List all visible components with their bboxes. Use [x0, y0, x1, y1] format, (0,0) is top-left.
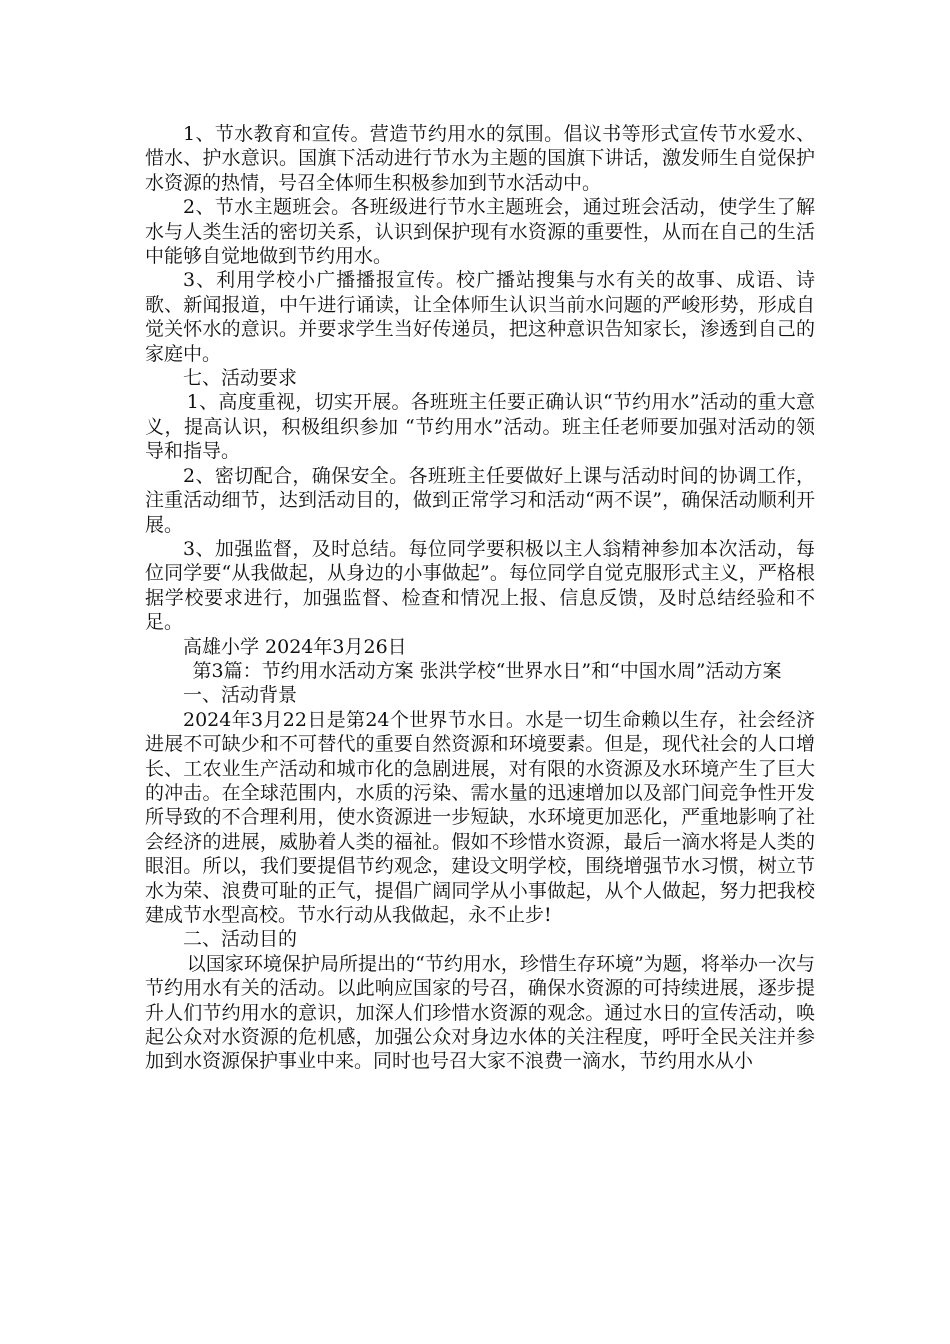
paragraph-broadcast: 3、利用学校小广播播报宣传。校广播站搜集与水有关的故事、成语、诗歌、新闻报道，中午进行诵读，让全体师生认识当前水问题的严峻形势，形成自觉关怀水的意识。并要求学生当好传递员，把这种意识告知家长，渗透到自己的家庭中。 — [145, 269, 815, 365]
signature-date: 高雄小学 2024年3月26日 — [183, 635, 407, 658]
paragraph-publicity: 1、节水教育和宣传。营造节约用水的氛围。倡议书等形式宣传节水爱水、惜水、护水意识。国旗下活动进行节水为主题的国旗下讲话，激发师生自觉保护水资源的热情，号召全体师生积极参加到节水活动中。 — [145, 123, 815, 194]
paragraph-requirement-1: 1、高度重视，切实开展。各班班主任要正确认识“节约用水”活动的重大意义，提高认识，积极组织参加 “节约用水”活动。班主任老师要加强对活动的领导和指导。 — [145, 391, 815, 463]
section-heading-requirements: 七、活动要求 — [183, 367, 298, 390]
section-heading-purpose: 二、活动目的 — [183, 928, 298, 951]
paragraph-class-meeting: 2、节水主题班会。各班级进行节水主题班会，通过班会活动，使学生了解水与人类生活的密切关系，认识到保护现有水资源的重要性，从而在自己的生活中能够自觉地做到节约用水。 — [145, 196, 815, 268]
paragraph-purpose: 以国家环境保护局所提出的“节约用水，珍惜生存环境”为题，将举办一次与节约用水有关的活动。以此响应国家的号召，确保水资源的可持续进展，逐步提升人们节约用水的意识，加深人们珍惜水资源的观念。通过水日的宣传活动，唤起公众对水资源的危机感，加强公众对身边水体的关注程度，呼吁全民关注并参加到水资源保护事业中来。同时也号召大家不浪费一滴水，节约用水从小 — [145, 952, 815, 1073]
article-title: 第3篇：节约用水活动方案 张洪学校“世界水日”和“中国水周”活动方案 — [192, 659, 782, 682]
paragraph-requirement-3: 3、加强监督，及时总结。每位同学要积极以主人翁精神参加本次活动，每位同学要“从我做起，从身边的小事做起”。每位同学自觉克服形式主义，严格根据学校要求进行，加强监督、检查和情况上报、信息反馈，及时总结经验和不足。 — [145, 537, 815, 634]
paragraph-background: 2024年3月22日是第24个世界节水日。水是一切生命赖以生存，社会经济进展不可缺少和不可替代的重要自然资源和环境要素。但是，现代社会的人口增长、工农业生产活动和城市化的急剧进展，对有限的水资源及水环境产生了巨大的冲击。在全球范围内，水质的污染、需水量的迅速增加以及部门间竞争性开发所导致的不合理利用，使水资源进一步短缺，水环境更加恶化，严重地影响了社会经济的进展，威胁着人类的福祉。假如不珍惜水资源，最后一滴水将是人类的眼泪。所以，我们要提倡节约观念，建设文明学校，围绕增强节水习惯，树立节水为荣、浪费可耻的正气，提倡广阔同学从小事做起，从个人做起，努力把我校建成节水型高校。节水行动从我做起，永不止步! — [145, 708, 815, 926]
paragraph-requirement-2: 2、密切配合，确保安全。各班班主任要做好上课与活动时间的协调工作，注重活动细节，达到活动目的，做到正常学习和活动“两不误”，确保活动顺利开展。 — [145, 464, 815, 536]
section-heading-background: 一、活动背景 — [183, 684, 298, 707]
document-page — [145, 122, 815, 1074]
